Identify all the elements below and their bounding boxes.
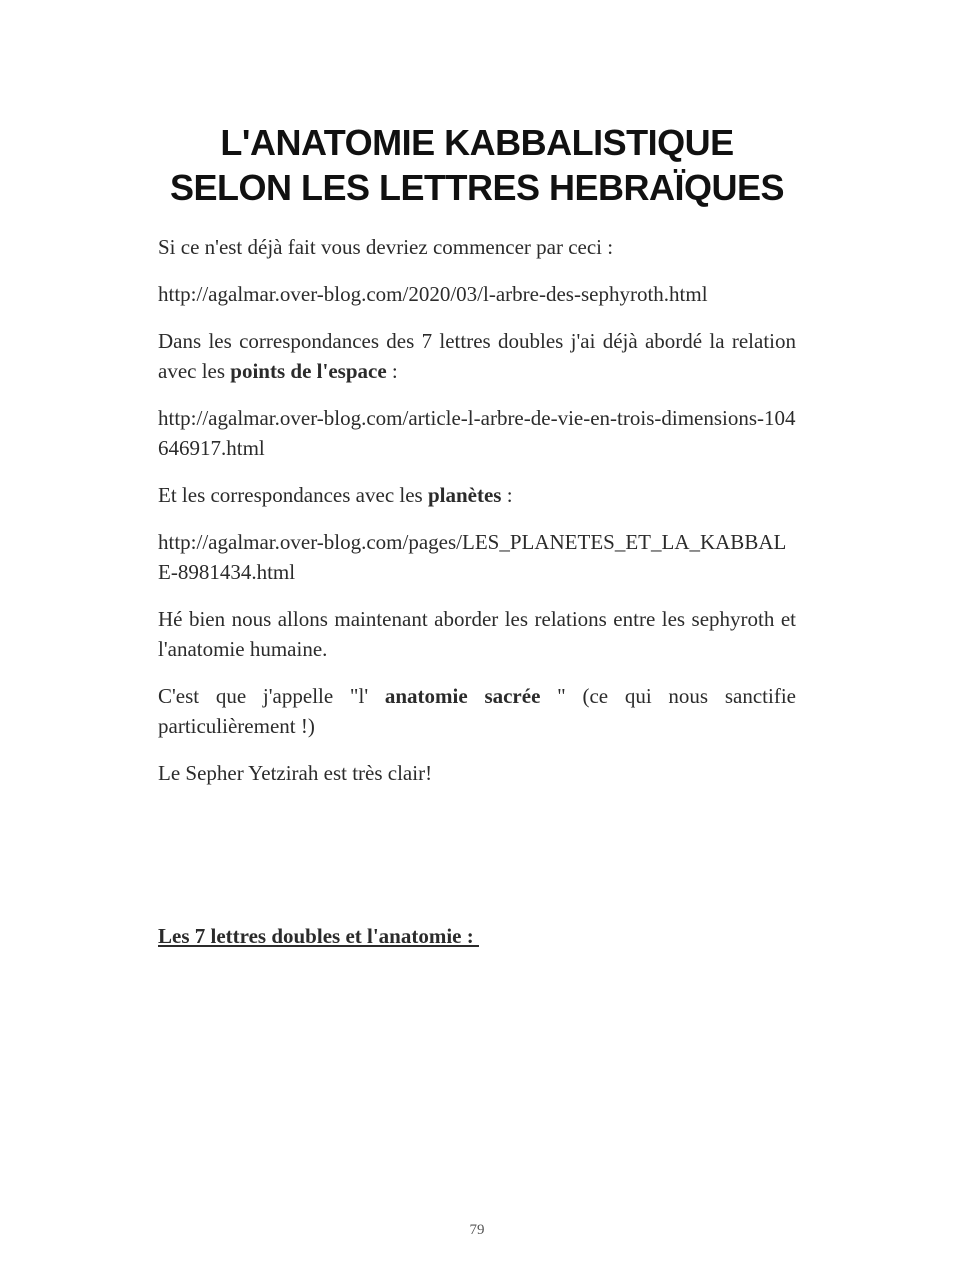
paragraph-text: C'est que j'appelle "l' xyxy=(158,684,385,708)
paragraph-text: : xyxy=(386,359,398,383)
paragraph-sepher: Le Sepher Yetzirah est très clair! xyxy=(158,761,433,785)
paragraph-text: Et les correspondances avec les xyxy=(158,483,428,507)
paragraph-text: : xyxy=(501,483,513,507)
page-title xyxy=(0,120,954,210)
body-text xyxy=(158,232,796,805)
paragraph-anatomie-sacree xyxy=(158,681,796,741)
paragraph-lettres-doubles xyxy=(158,326,796,386)
page-number: 79 xyxy=(469,1222,485,1238)
title-line-1: L'ANATOMIE KABBALISTIQUE xyxy=(220,122,734,163)
intro-paragraph: Si ce n'est déjà fait vous devriez commencer par ceci : xyxy=(158,235,614,259)
paragraph-relations: Hé bien nous allons maintenant aborder les relations entre les sephyroth et l'anatomie humaine. xyxy=(158,607,796,661)
section-heading: Les 7 lettres doubles et l'anatomie : xyxy=(158,924,479,948)
link-arbre-sephyroth[interactable]: http://agalmar.over-blog.com/2020/03/l-arbre-des-sephyroth.html xyxy=(158,282,708,306)
paragraph-text: Dans les correspondances des 7 lettres doubles j'ai déjà abordé la relation avec les xyxy=(158,329,796,383)
paragraph-text: " (ce qui nous sanctifie particulièrement !) xyxy=(158,684,796,738)
bold-text: planètes xyxy=(427,483,502,507)
title-line-2: SELON LES LETTRES HEBRAÏQUES xyxy=(169,167,785,208)
bold-text: anatomie sacrée xyxy=(384,684,541,708)
link-arbre-trois-dimensions[interactable]: http://agalmar.over-blog.com/article-l-arbre-de-vie-en-trois-dimensions-104646917.html xyxy=(158,406,796,460)
link-planetes-kabbale[interactable]: http://agalmar.over-blog.com/pages/LES_PLANETES_ET_LA_KABBALE-8981434.html xyxy=(158,530,787,584)
paragraph-planetes xyxy=(158,480,796,510)
bold-text: points de l'espace xyxy=(230,359,387,383)
